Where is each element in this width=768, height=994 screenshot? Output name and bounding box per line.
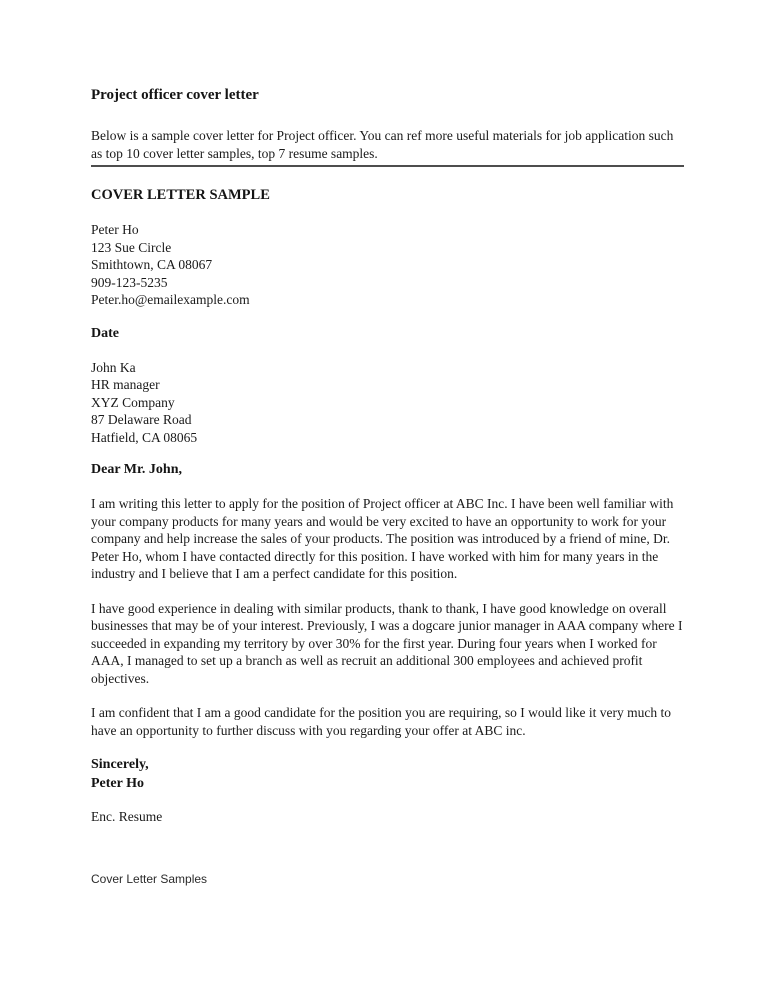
sender-email: Peter.ho@emailexample.com — [91, 292, 250, 307]
letter-content — [91, 86, 684, 825]
recipient-name: John Ka — [91, 359, 136, 375]
recipient-street: 87 Delaware Road — [91, 412, 192, 427]
salutation: Dear Mr. John, — [91, 462, 182, 477]
recipient-block — [91, 359, 684, 447]
valediction: Sincerely, — [91, 757, 149, 772]
sender-block — [91, 221, 684, 309]
closing-block — [91, 755, 684, 793]
signature-name: Peter Ho — [91, 776, 144, 791]
intro-text: Below is a sample cover letter for Project officer. You can ref more useful materials for job application such as top 10 cover letter samples, top 7 resume samples. — [91, 127, 684, 167]
sender-name: Peter Ho — [91, 222, 139, 237]
body-paragraph-2: I have good experience in dealing with similar products, thank to thank, I have good knowledge on overall businesses that may be of your interest. Previously, I was a dogcare junior manager in AAA company where I succeeded in expanding my territory by over 30% for the first year. During four years when I worked for AAA, I managed to set up a branch as well as recruit an additional 300 employees and achieved profit objectives. — [91, 600, 683, 686]
sample-heading: COVER LETTER SAMPLE — [91, 187, 270, 203]
recipient-title: HR manager — [91, 377, 160, 392]
sender-city: Smithtown, CA 08067 — [91, 257, 213, 272]
sender-street: 123 Sue Circle — [91, 239, 172, 255]
document-title: Project officer cover letter — [91, 87, 259, 103]
date-label: Date — [91, 325, 119, 341]
recipient-company: XYZ Company — [91, 394, 175, 410]
body-paragraph-1: I am writing this letter to apply for the position of Project officer at ABC Inc. I have been well familiar with your company products for many years and would be very excited to have an opportunity to work for your company and help increase the sales of your products. The position was introduced by a friend of mine, Dr. Peter Ho, whom I have contacted directly for this position. I have worked with him for many years in the industry and I believe that I am a perfect candidate for this position. — [91, 496, 674, 581]
body-paragraph-3: I am confident that I am a good candidate for the position you are requiring, so I would like it very much to have an opportunity to further discuss with you regarding your offer at ABC inc. — [91, 705, 671, 738]
page-footer: Cover Letter Samples — [91, 872, 208, 886]
enclosure-note: Enc. Resume — [91, 809, 163, 824]
recipient-city: Hatfield, CA 08065 — [91, 429, 198, 445]
sender-phone: 909-123-5235 — [91, 274, 168, 290]
